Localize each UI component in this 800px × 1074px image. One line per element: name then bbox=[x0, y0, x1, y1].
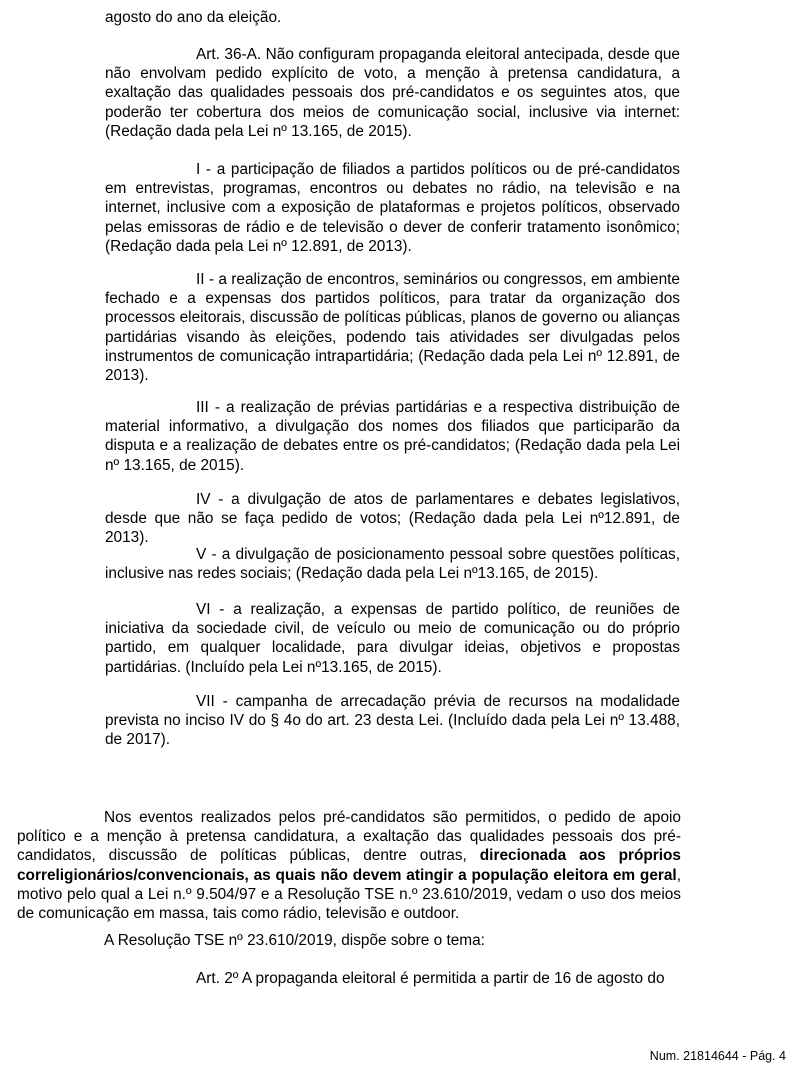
inciso-vi-paragraph: VI - a realização, a expensas de partido político, de reuniões de iniciativa da sociedade civil, de veículo ou meio de comunicação ou do próprio partido, em qualquer localidade, para divulgar ideias, objetivos e propostas partidárias. (Incluído pela Lei nº13.165, de 2015). bbox=[105, 601, 680, 676]
art-36a-paragraph: Art. 36-A. Não configuram propaganda eleitoral antecipada, desde que não envolvam pedido explícito de voto, a menção à pretensa candidatura, a exaltação das qualidades pessoais dos pré-candidatos e os seguintes atos, que poderão ter cobertura dos meios de comunicação social, inclusive via internet: (Redação dada pela Lei nº 13.165, de 2015). bbox=[105, 46, 680, 140]
argument-comma: , bbox=[244, 866, 254, 884]
page-number-footer: Num. 21814644 - Pág. 4 bbox=[649, 1049, 786, 1063]
inciso-v-paragraph: V - a divulgação de posicionamento pessoal sobre questões políticas, inclusive nas redes sociais; (Redação dada pela Lei nº13.165, de 2015). bbox=[105, 546, 680, 583]
argument-paragraph bbox=[17, 808, 681, 923]
inciso-ii-paragraph: II - a realização de encontros, seminários ou congressos, em ambiente fechado e a expensas dos partidos políticos, para tratar da organização dos processos eleitorais, discussão de políticas públicas, planos de governo ou alianças partidárias visando às eleições, podendo tais atividades ser divulgadas pelos instrumentos de comunicação intrapartidária; (Redação dada pela Lei nº 12.891, de 2013). bbox=[105, 271, 680, 385]
argument-text-2: , motivo pelo qual a Lei n.º 9.504/97 e a Resolução TSE n.º 23.610/2019, vedam o uso dos meios de comunicação em massa, tais como rádio, televisão e outdoor. bbox=[17, 866, 681, 923]
resolucao-intro: A Resolução TSE nº 23.610/2019, dispõe sobre o tema: bbox=[104, 932, 485, 949]
inciso-vii-paragraph: VII - campanha de arrecadação prévia de recursos na modalidade prevista no inciso IV do § 4o do art. 23 desta Lei. (Incluído dada pela Lei nº 13.488, de 2017). bbox=[105, 693, 680, 749]
inciso-iv-paragraph: IV - a divulgação de atos de parlamentares e debates legislativos, desde que não se faça pedido de votos; (Redação dada pela Lei nº12.891, de 2013). bbox=[105, 491, 680, 547]
argument-bold-1: direcionada aos próprios correligionários/convencionais bbox=[17, 847, 681, 884]
inciso-i-paragraph: I - a participação de filiados a partidos políticos ou de pré-candidatos em entrevistas, programas, encontros ou debates no rádio, na televisão e na internet, inclusive com a exposição de plataformas e projetos políticos, observado pelas emissoras de rádio e de televisão o dever de conferir tratamento isonômico;(Redação dada pela Lei nº 12.891, de 2013). bbox=[105, 161, 680, 255]
argument-text-1: Nos eventos realizados pelos pré-candidatos são permitidos, o pedido de apoio político e a menção à pretensa candidatura, a exaltação das qualidades pessoais dos pré-candidatos, discussão de políticas públicas, dentre outras, bbox=[17, 809, 681, 865]
argument-bold-2: as quais não devem atingir a população eleitora em geral bbox=[253, 866, 677, 884]
continued-line: agosto do ano da eleição. bbox=[105, 9, 282, 26]
inciso-iii-paragraph: III - a realização de prévias partidárias e a respectiva distribuição de material informativo, a divulgação dos nomes dos filiados que participarão da disputa e a realização de debates entre os pré-candidatos; (Redação dada pela Lei nº 13.165, de 2015). bbox=[105, 399, 680, 474]
art-2-paragraph: Art. 2º A propaganda eleitoral é permitida a partir de 16 de agosto do bbox=[196, 970, 665, 987]
